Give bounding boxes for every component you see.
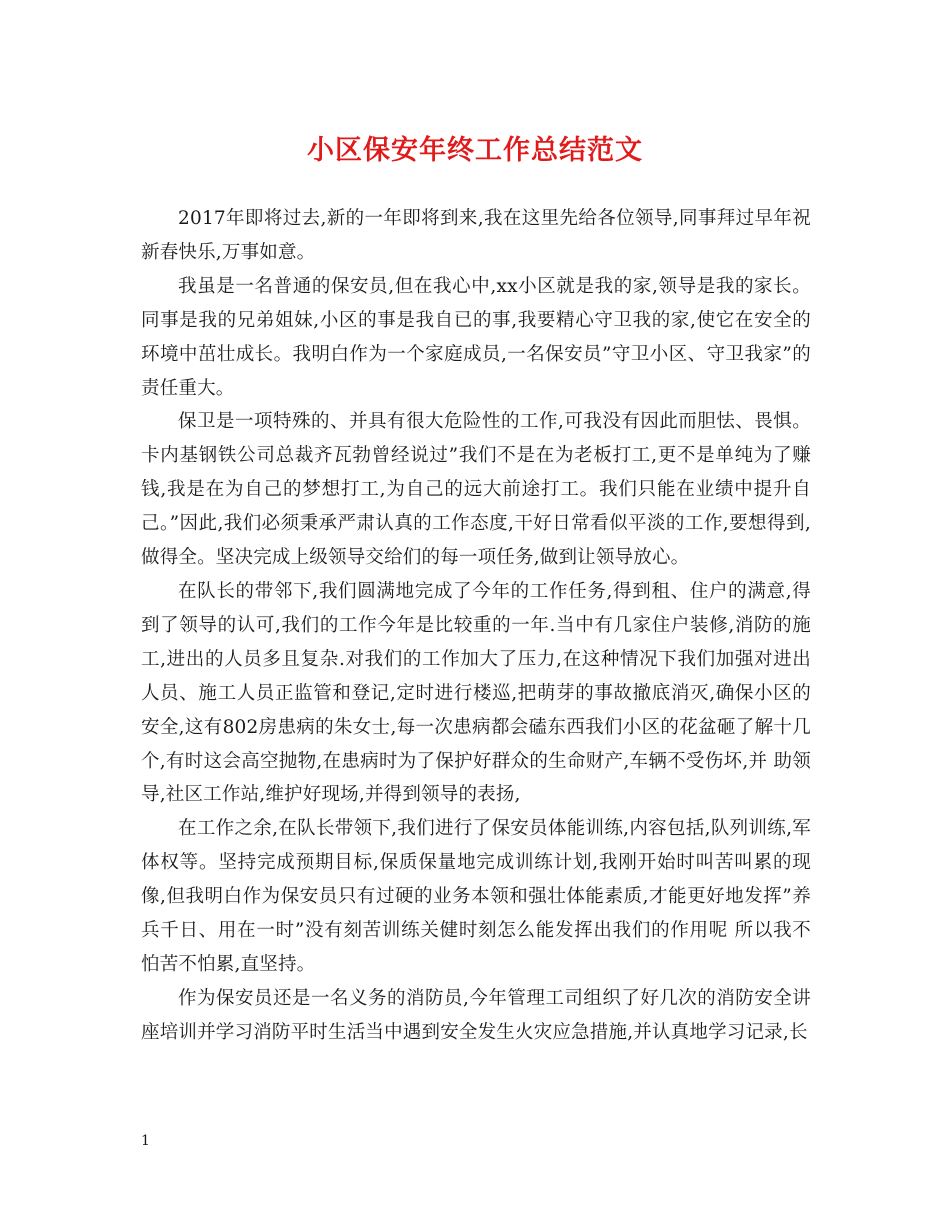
- paragraph-achievements: 在队长的带邻下,我们圆满地完成了今年的工作任务,得到租、住户的满意,得到了领导的认可,我们的工作今年是比较重的一年.当中有几家住户装修,消防的施工,进出的人员多且复杂.对我们的工作加大了压力,在这种情况下我们加强对进出人员、施工人员正监管和登记,定时进行楼巡,把萌芽的事故撤底消灭,确保小区的安全,这有802房患病的朱女士,每一次患病都会磕东西我们小区的花盆砸了解十几个,有时这会高空抛物,在患病时为了保护好群众的生命财产,车辆不受伤坏,并 助领导,社区工作站,维护好现场,并得到领导的表扬,: [141, 580, 811, 806]
- paragraph-duty: 保卫是一项特殊的、并具有很大危险性的工作,可我没有因此而胆怯、畏惧。卡内基钢铁公司总裁齐瓦勃曾经说过”我们不是在为老板打工,更不是单纯为了赚钱,我是在为自己的梦想打工,为自己的远大前途打工。我们只能在业绩中提升自己。”因此,我们必须秉承严肃认真的工作态度,干好日常看似平淡的工作,要想得到,做得全。坚决完成上级领导交给们的每一项任务,做到让领导放心。: [141, 411, 811, 569]
- page-number: 1: [141, 1133, 150, 1149]
- document-title: 小区保安年终工作总结范文: [307, 135, 643, 166]
- paragraph-home: 我虽是一名普通的保安员,但在我心中,xx小区就是我的家,领导是我的家长。同事是我的兄弟姐妹,小区的事是我自已的事,我要精心守卫我的家,使它在安全的环境中茁壮成长。我明白作为一个家庭成员,一名保安员”守卫小区、守卫我家”的责任重大。: [141, 275, 811, 399]
- paragraph-training: 在工作之余,在队长带领下,我们进行了保安员体能训练,内容包括,队列训练,军体权等。坚持完成预期目标,保质保量地完成训练计划,我刚开始时叫苦叫累的现像,但我明白作为保安员只有过硬的业务本领和强壮体能素质,才能更好地发挥”养兵千日、用在一时”没有刻苦训练关健时刻怎么能发挥出我们的作用呢 所以我不怕苦不怕累,直坚持。: [141, 818, 811, 975]
- paragraph-fire-safety: 作为保安员还是一名义务的消防员,今年管理工司组织了好几次的消防安全讲座培训并学习消防平时生活当中遇到安全发生火灾应急措施,并认真地学习记录,长: [141, 987, 811, 1043]
- document-body: [141, 202, 811, 1050]
- paragraph-greeting: 2017年即将过去,新的一年即将到来,我在这里先给各位领导,同事拜过早年祝新春快乐,万事如意。: [141, 208, 811, 263]
